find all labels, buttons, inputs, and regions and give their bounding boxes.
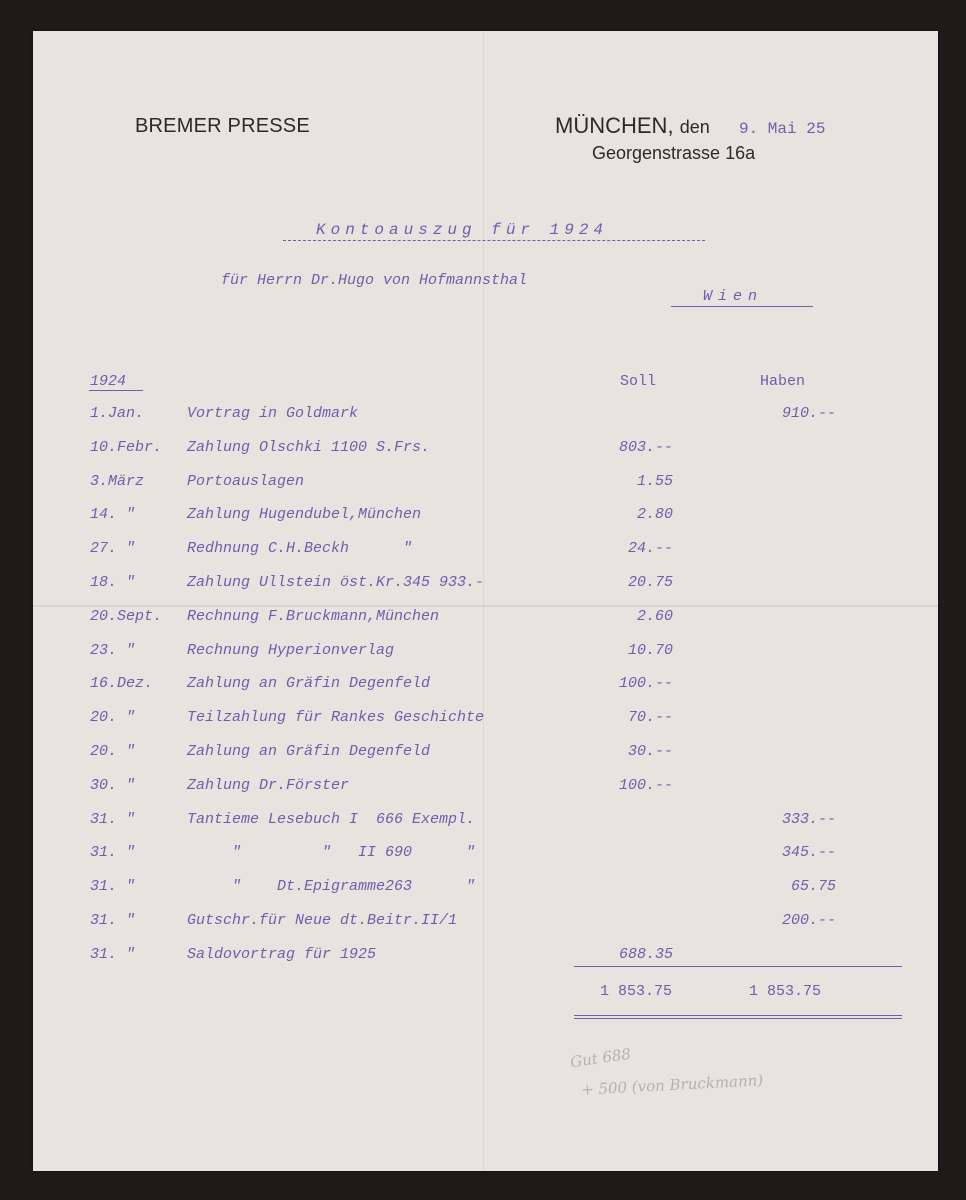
ledger-date: 31. " (90, 912, 136, 929)
ledger-description: Zahlung an Gräfin Degenfeld (187, 675, 431, 693)
total-haben: 1 853.75 (749, 983, 822, 1000)
letter-date: 9. Mai 25 (739, 120, 826, 138)
ledger-haben: 345.-- (781, 844, 836, 862)
ledger-date: 10.Febr. (90, 438, 163, 456)
column-soll-header: Soll (620, 373, 657, 390)
ledger-date: 20. " (90, 743, 136, 760)
ledger-description: Rechnung Hyperionverlag (187, 641, 395, 659)
ledger-soll: 30.-- (627, 743, 673, 760)
ledger-description: Zahlung Olschki 1100 S.Frs. (187, 438, 431, 456)
ledger-date: 3.März (90, 472, 145, 490)
recipient-city: Wien (703, 288, 764, 305)
ledger-date: 30. " (90, 776, 136, 794)
ledger-date: 20.Sept. (90, 607, 163, 625)
city-underline (671, 306, 813, 307)
ledger-haben: 200.-- (781, 912, 836, 929)
ledger-haben: 910.-- (781, 405, 836, 422)
ledger-description: Gutschr.für Neue dt.Beitr.II/1 (187, 912, 458, 929)
ledger-date: 1.Jan. (90, 405, 145, 422)
ledger-row (33, 811, 938, 841)
recipient: für Herrn Dr.Hugo von Hofmannsthal (221, 272, 528, 289)
total-rule-bottom-1 (574, 1015, 902, 1016)
ledger-soll: 2.60 (636, 607, 673, 625)
pencil-note-line1: Gut 688 (569, 1044, 633, 1072)
total-rule-top (574, 966, 902, 967)
document-page (33, 31, 938, 1171)
ledger-date: 18. " (90, 574, 136, 591)
ledger-row (33, 473, 938, 503)
ledger-soll: 2.80 (636, 506, 673, 524)
statement-title: Kontoauszug für 1924 (316, 221, 609, 239)
ledger-row (33, 946, 938, 976)
ledger-description: " Dt.Epigramme263 " (187, 878, 476, 896)
ledger-description: Redhnung C.H.Beckh " (187, 540, 413, 558)
ledger-row (33, 675, 938, 705)
column-year-header: 1924 (90, 373, 127, 390)
ledger-haben: 333.-- (781, 810, 836, 828)
ledger-date: 31. " (90, 945, 136, 963)
ledger-description: Zahlung Ullstein öst.Kr.345 933.- (187, 574, 485, 591)
ledger-date: 31. " (90, 810, 136, 828)
ledger-description: Saldovortrag für 1925 (187, 945, 377, 963)
ledger-description: Rechnung F.Bruckmann,München (187, 607, 440, 625)
ledger-soll: 10.70 (627, 641, 673, 659)
ledger-row (33, 608, 938, 638)
letterhead-street: Georgenstrasse 16a (592, 143, 756, 163)
ledger-date: 31. " (90, 878, 136, 896)
ledger-row (33, 506, 938, 536)
ledger-row (33, 777, 938, 807)
letterhead-den: den (679, 117, 710, 137)
ledger-date: 31. " (90, 844, 136, 862)
ledger-row (33, 844, 938, 874)
ledger-soll: 803.-- (618, 438, 673, 456)
ledger-date: 16.Dez. (90, 675, 154, 693)
ledger-date: 27. " (90, 540, 136, 558)
ledger-description: " " II 690 " (187, 844, 476, 862)
ledger-row (33, 709, 938, 739)
ledger-description: Vortrag in Goldmark (187, 405, 359, 422)
title-underline (283, 240, 705, 241)
ledger-description: Tantieme Lesebuch I 666 Exempl. (187, 810, 476, 828)
letterhead-city (555, 113, 710, 139)
ledger-row (33, 439, 938, 469)
ledger-soll: 100.-- (618, 776, 673, 794)
ledger-row (33, 912, 938, 942)
total-soll: 1 853.75 (600, 983, 673, 1000)
pencil-note-line2: + 500 (von Bruckmann) (580, 1071, 764, 1099)
ledger-soll: 24.-- (627, 540, 673, 558)
ledger-haben: 65.75 (790, 878, 836, 896)
letterhead-city-name: MÜNCHEN, (555, 113, 674, 138)
ledger-soll: 100.-- (618, 675, 673, 693)
ledger-row (33, 878, 938, 908)
ledger-row (33, 405, 938, 435)
ledger-description: Zahlung Hugendubel,München (187, 506, 422, 524)
fold-line-horizontal (33, 605, 938, 607)
ledger-description: Teilzahlung für Rankes Geschichte (187, 709, 485, 727)
ledger-soll: 20.75 (627, 574, 673, 591)
ledger-date: 14. " (90, 506, 136, 524)
ledger-description: Zahlung Dr.Förster (187, 776, 350, 794)
column-haben-header: Haben (760, 373, 806, 390)
ledger-row (33, 642, 938, 672)
ledger-soll: 70.-- (627, 709, 673, 727)
year-underline (89, 390, 143, 391)
total-rule-bottom-2 (574, 1018, 902, 1019)
letterhead-firm: BREMER PRESSE (135, 115, 310, 137)
ledger-row (33, 743, 938, 773)
ledger-soll: 1.55 (636, 472, 673, 490)
ledger-date: 20. " (90, 709, 136, 727)
ledger-row (33, 540, 938, 570)
ledger-soll: 688.35 (618, 945, 673, 963)
ledger-description: Zahlung an Gräfin Degenfeld (187, 743, 431, 760)
ledger-row (33, 574, 938, 604)
ledger-description: Portoauslagen (187, 472, 305, 490)
ledger-date: 23. " (90, 641, 136, 659)
